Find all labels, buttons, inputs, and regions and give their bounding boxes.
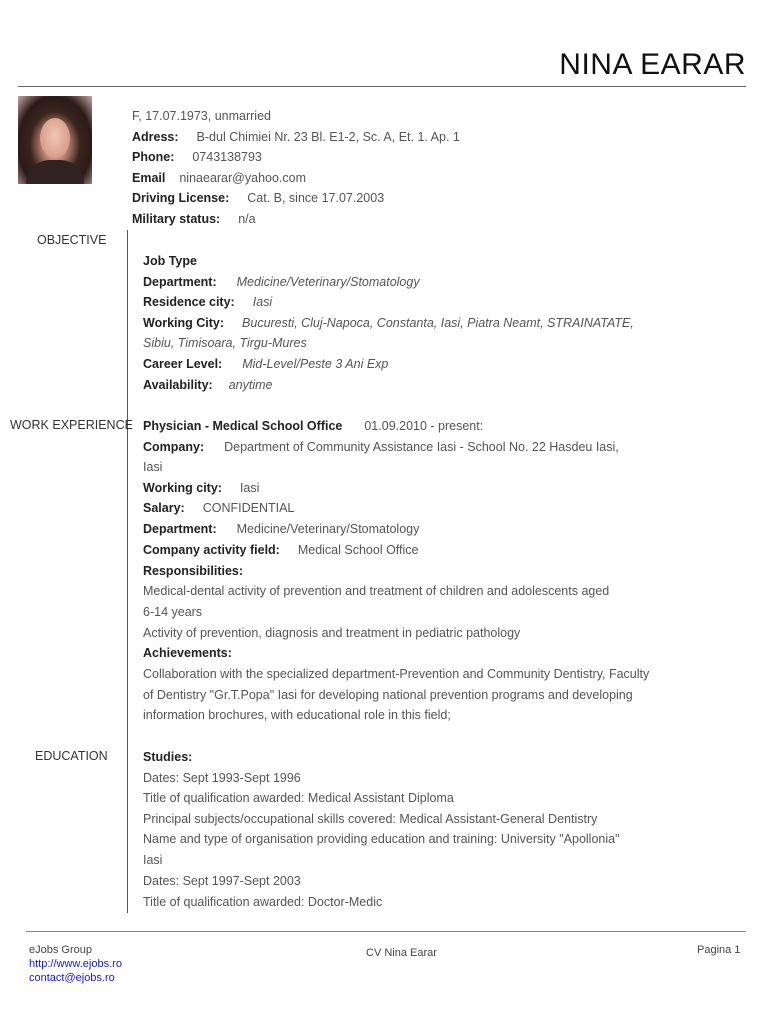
responsibilities-label: Responsibilities: <box>143 564 244 578</box>
license-label: Driving License: <box>132 191 230 205</box>
achievements-label: Achievements: <box>143 646 232 660</box>
salary-value: CONFIDENTIAL <box>202 501 295 515</box>
exp-department-value: Medicine/Veterinary/Stomatology <box>236 522 420 536</box>
education-line: Iasi <box>143 853 163 867</box>
exp-department-row <box>143 519 419 539</box>
availability-value: anytime <box>228 378 273 392</box>
email-label: Email <box>132 171 166 185</box>
job-title-row <box>143 416 483 436</box>
education-line: Principal subjects/occupational skills covered: Medical Assistant-General Dentistry <box>143 812 598 826</box>
license-value: Cat. B, since 17.07.2003 <box>247 191 385 205</box>
objective-heading: OBJECTIVE <box>37 233 107 247</box>
military-row <box>132 209 256 229</box>
section-divider-line <box>127 230 128 913</box>
exp-working-city-row <box>143 478 259 498</box>
phone-row <box>132 147 262 167</box>
personal-summary: F, 17.07.1973, unmarried <box>132 109 271 123</box>
exp-working-city-value: Iasi <box>239 481 260 495</box>
phone-value: 0743138793 <box>192 150 262 164</box>
objective-department-label: Department: <box>143 275 217 289</box>
address-row <box>132 127 460 147</box>
salary-label: Salary: <box>143 501 185 515</box>
education-line: Name and type of organisation providing education and training: University "Apollonia" <box>143 832 620 846</box>
company-row <box>143 437 619 457</box>
achievement-line: information brochures, with educational role in this field; <box>143 708 451 722</box>
education-line: Title of qualification awarded: Medical Assistant Diploma <box>143 791 454 805</box>
work-experience-heading: WORK EXPERIENCE <box>10 418 133 432</box>
career-label: Career Level: <box>143 357 223 371</box>
company-cont: Iasi <box>143 460 163 474</box>
working-city-label: Working City: <box>143 316 225 330</box>
military-value: n/a <box>238 212 256 226</box>
availability-label: Availability: <box>143 378 213 392</box>
footer-divider <box>26 931 746 932</box>
company-label: Company: <box>143 440 205 454</box>
education-line: Dates: Sept 1993-Sept 1996 <box>143 771 301 785</box>
studies-label: Studies: <box>143 750 193 764</box>
email-row <box>132 168 306 188</box>
footer-contact-link[interactable]: contact@ejobs.ro <box>29 972 115 984</box>
career-row <box>143 354 388 374</box>
job-type-heading: Job Type <box>143 254 197 268</box>
salary-row <box>143 498 294 518</box>
education-line: Title of qualification awarded: Doctor-Medic <box>143 895 383 909</box>
activity-label: Company activity field: <box>143 543 280 557</box>
license-row <box>132 188 384 208</box>
military-label: Military status: <box>132 212 221 226</box>
company-value: Department of Community Assistance Iasi - School No. 22 Hasdeu Iasi, <box>224 440 619 454</box>
activity-value: Medical School Office <box>297 543 419 557</box>
job-title: Physician - Medical School Office <box>143 419 343 433</box>
address-value: B-dul Chimiei Nr. 23 Bl. E1-2, Sc. A, Et. 1. Ap. 1 <box>196 130 460 144</box>
exp-working-city-label: Working city: <box>143 481 222 495</box>
footer-page-number: Pagina 1 <box>697 944 741 956</box>
activity-row <box>143 540 419 560</box>
exp-department-label: Department: <box>143 522 217 536</box>
working-city-row <box>143 313 634 333</box>
achievement-line: Collaboration with the specialized department-Prevention and Community Dentistry, Faculty <box>143 667 650 681</box>
profile-photo <box>18 96 92 184</box>
residence-value: Iasi <box>252 295 273 309</box>
responsibility-line: Medical-dental activity of prevention and treatment of children and adolescents aged <box>143 584 610 598</box>
header-divider <box>18 86 746 87</box>
working-city-value: Bucuresti, Cluj-Napoca, Constanta, Iasi, Piatra Neamt, STRAINATATE, <box>242 316 634 330</box>
working-city-cont: Sibiu, Timisoara, Tirgu-Mures <box>143 336 307 350</box>
address-label: Adress: <box>132 130 179 144</box>
availability-row <box>143 375 272 395</box>
objective-department-value: Medicine/Veterinary/Stomatology <box>236 275 420 289</box>
achievement-line: of Dentistry "Gr.T.Popa" Iasi for developing national prevention programs and developing <box>143 688 633 702</box>
education-line: Dates: Sept 1997-Sept 2003 <box>143 874 301 888</box>
objective-department-row <box>143 272 420 292</box>
footer-document-title: CV Nina Earar <box>366 947 437 959</box>
job-dates: 01.09.2010 - present: <box>364 419 484 433</box>
email-value: ninaearar@yahoo.com <box>179 171 307 185</box>
career-value: Mid-Level/Peste 3 Ani Exp <box>242 357 389 371</box>
responsibility-line: 6-14 years <box>143 605 203 619</box>
footer-url-link[interactable]: http://www.ejobs.ro <box>29 958 122 970</box>
phone-label: Phone: <box>132 150 175 164</box>
education-heading: EDUCATION <box>35 749 108 763</box>
page-title: NINA EARAR <box>559 48 746 81</box>
residence-label: Residence city: <box>143 295 235 309</box>
responsibility-line: Activity of prevention, diagnosis and treatment in pediatric pathology <box>143 626 521 640</box>
footer-group: eJobs Group <box>29 944 92 956</box>
residence-row <box>143 292 272 312</box>
